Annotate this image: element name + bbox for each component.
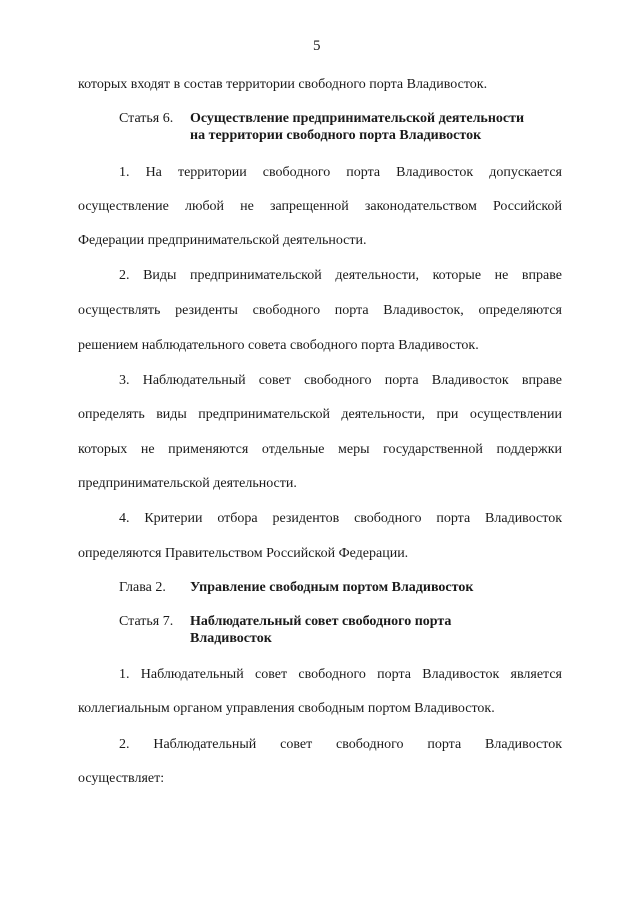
text-line: 4. Критерии отбора резидентов свободного порта Владивосток — [119, 511, 562, 526]
text-line: осуществление любой не запрещенной законодательством Российской — [78, 199, 562, 214]
text-line: 2. Наблюдательный совет свободного порта Владивосток — [119, 737, 562, 752]
text-line: 1. Наблюдательный совет свободного порта Владивосток является — [119, 667, 562, 682]
article-6-title: на территории свободного порта Владивосток — [190, 128, 482, 143]
text-line: предпринимательской деятельности. — [78, 476, 297, 491]
text-line: Федерации предпринимательской деятельности. — [78, 233, 367, 248]
text-line: 1. На территории свободного порта Владивосток допускается — [119, 165, 562, 180]
page-number: 5 — [313, 38, 321, 54]
text-line: осуществляет: — [78, 771, 165, 786]
text-line: которых не применяются отдельные меры государственной поддержки — [78, 442, 562, 457]
article-7-title: Наблюдательный совет свободного порта — [190, 614, 452, 629]
article-7-label: Статья 7. — [119, 614, 174, 629]
text-line: решением наблюдательного совета свободного порта Владивосток. — [78, 338, 479, 353]
text-line: определяются Правительством Российской Федерации. — [78, 546, 409, 561]
article-7-title: Владивосток — [190, 631, 272, 646]
text-line: осуществлять резиденты свободного порта Владивосток, определяются — [78, 303, 562, 318]
text-line: коллегиальным органом управления свободным портом Владивосток. — [78, 701, 495, 716]
text-line: определять виды предпринимательской деятельности, при осуществлении — [78, 407, 562, 422]
text-line: 3. Наблюдательный совет свободного порта Владивосток вправе — [119, 373, 562, 388]
text-line: которых входят в состав территории свободного порта Владивосток. — [78, 77, 488, 92]
chapter-2-title: Управление свободным портом Владивосток — [190, 580, 474, 595]
text-line: 2. Виды предпринимательской деятельности, которые не вправе — [119, 268, 562, 283]
article-6-title: Осуществление предпринимательской деятельности — [190, 111, 525, 126]
chapter-2-label: Глава 2. — [119, 580, 166, 595]
article-6-label: Статья 6. — [119, 111, 174, 126]
